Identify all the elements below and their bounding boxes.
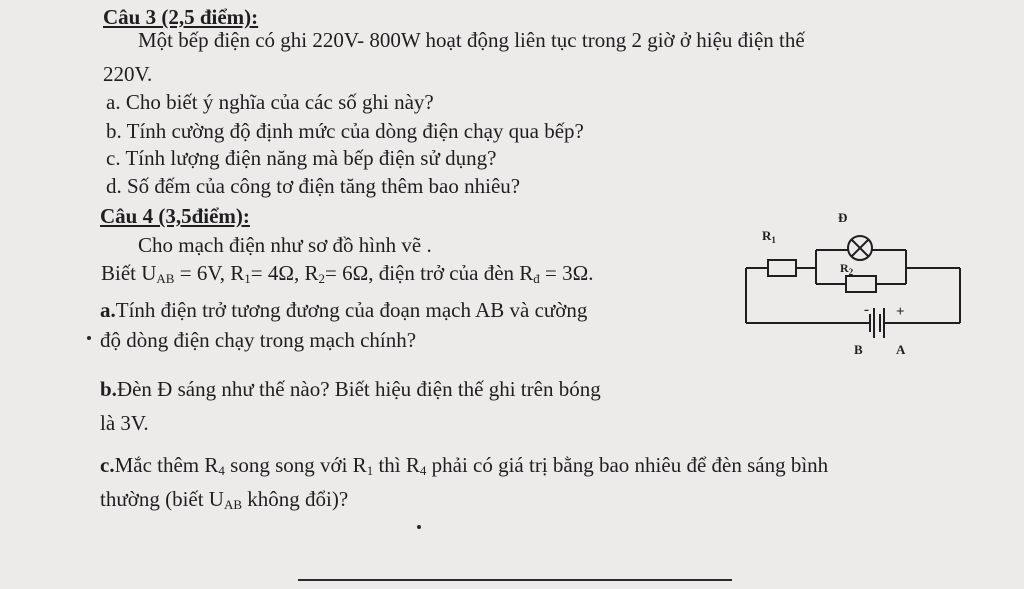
terminal-b-label: B [854,342,863,357]
question-3-intro-line1: Một bếp điện có ghi 220V- 800W hoạt động liên tục trong 2 giờ ở hiệu điện thế [138,28,805,52]
question-4-heading: Câu 4 (3,5điểm): [100,204,250,228]
question-3-item-c: c. Tính lượng điện năng mà bếp điện sử dụng? [106,146,497,170]
plus-label: + [896,304,905,320]
margin-dot [87,336,91,340]
question-4-part-c-line2: thường (biết $U_{AB}$ không đổi)? [100,487,349,512]
terminal-a-label: A [896,342,906,357]
question-3-item-a: a. Cho biết ý nghĩa của các số ghi này? [106,90,434,114]
r1-label: $R_1$ [762,228,776,245]
bottom-divider [298,579,732,581]
stray-dot [417,525,421,529]
question-4-part-b-line1: b.Đèn Đ sáng như thế nào? Biết hiệu điện thế ghi trên bóng [100,377,601,401]
resistor-r2 [846,276,876,292]
question-4-intro: Cho mạch điện như sơ đồ hình vẽ . [138,233,432,257]
minus-label: - [864,302,869,318]
lamp-label: Đ [838,210,848,225]
question-3-intro-line2: 220V. [103,62,153,86]
question-3-item-d: d. Số đếm của công tơ điện tăng thêm bao nhiêu? [106,174,521,198]
question-4-given: Biết $U_{AB} = 6V$, $R_1= 4\Omega$, $R_2= 6\Omega$, điện trở của đèn $R_đ = 3\Omega$. [101,261,594,286]
resistor-r1 [768,260,796,276]
question-3-item-b: b. Tính cường độ định mức của dòng điện chạy qua bếp? [106,119,584,143]
circuit-diagram [740,200,970,360]
question-3-heading: Câu 3 (2,5 điểm): [103,5,259,29]
question-4-part-b-line2: là 3V. [100,411,149,435]
question-4-part-c-line1: c.Mắc thêm $R_4$ song song với $R_1$ thì $R_4$ phải có giá trị bằng bao nhiêu để đèn sáng bình [100,453,829,478]
r2-label: $R_2$ [840,261,854,277]
question-4-part-a-line2: độ dòng điện chạy trong mạch chính? [100,328,417,352]
question-4-part-a-line1: a.Tính điện trở tương đương của đoạn mạch AB và cường [100,298,588,322]
